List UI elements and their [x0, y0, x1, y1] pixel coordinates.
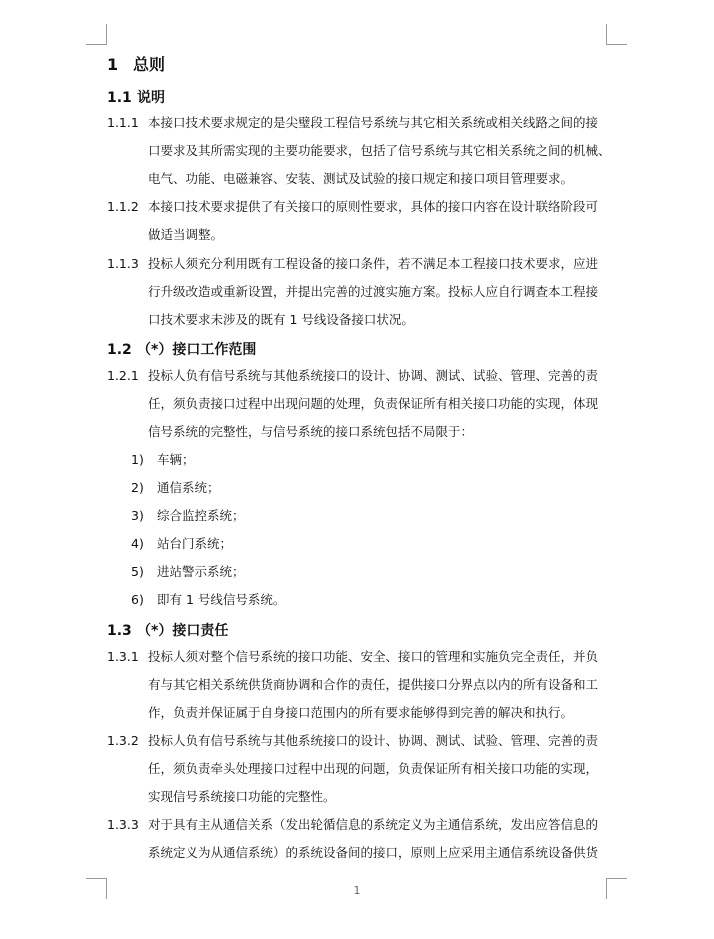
clause-number: 1.1.3: [107, 256, 139, 271]
list-item-text: 即有 1 号线信号系统。: [157, 592, 286, 607]
clause-number: 1.1.1: [107, 115, 139, 130]
clause-1-3-2: [107, 727, 607, 811]
clause-line: 任，须负责接口过程中出现问题的处理，负责保证所有相关接口功能的实现，体现: [148, 396, 599, 411]
clause-line: 电气、功能、电磁兼容、安装、测试及试验的接口规定和接口项目管理要求。: [148, 171, 574, 186]
page-number: 1: [353, 884, 361, 897]
clause-line: 本接口技术要求提供了有关接口的原则性要求，具体的接口内容在设计联络阶段可: [148, 199, 599, 214]
clause-1-3-1: [107, 643, 607, 727]
clause-line: 对于具有主从通信关系（发出轮循信息的系统定义为主通信系统，发出应答信息的: [148, 817, 599, 832]
clause-1-1-3: [107, 250, 607, 334]
clause-line: 系统定义为从通信系统）的系统设备间的接口，原则上应采用主通信系统设备供货: [148, 845, 599, 860]
section-title: （*）接口工作范围: [137, 342, 257, 358]
list-item: [131, 474, 285, 502]
clause-1-1-1: [107, 109, 611, 193]
clause-number: 1.3.3: [107, 817, 139, 832]
clause-line: 口技术要求未涉及的既有 1 号线设备接口状况。: [148, 312, 414, 327]
list-item-number: 1): [131, 452, 144, 467]
clause-line: 投标人负有信号系统与其他系统接口的设计、协调、测试、试验、管理、完善的责: [148, 733, 599, 748]
section-title: （*）接口责任: [137, 623, 229, 639]
list-item-number: 6): [131, 592, 144, 607]
clause-line: 实现信号系统接口功能的完整性。: [148, 789, 336, 804]
crop-mark-top-right: [606, 24, 627, 45]
clause-line: 本接口技术要求规定的是尖璧段工程信号系统与其它相关系统或相关线路之间的接: [148, 115, 599, 130]
list-item-text: 车辆；: [157, 452, 195, 467]
section-number: 1.3: [107, 623, 132, 639]
clause-number: 1.2.1: [107, 368, 139, 383]
section-title: 说明: [137, 90, 165, 106]
clause-1-1-2: [107, 193, 607, 249]
list-item-number: 4): [131, 536, 144, 551]
crop-mark-top-left: [86, 24, 107, 45]
list-item: [131, 558, 285, 586]
clause-line: 口要求及其所需实现的主要功能要求，包括了信号系统与其它相关系统之间的机械、: [148, 143, 611, 158]
clause-1-2-1: [107, 362, 607, 446]
section-1-3-heading: [107, 620, 228, 640]
list-item: [131, 446, 285, 474]
heading-1-title: 总则: [133, 55, 166, 74]
list-item: [131, 502, 285, 530]
section-number: 1.1: [107, 90, 132, 106]
list-item-number: 5): [131, 564, 144, 579]
section-1-1-heading: [107, 87, 165, 107]
list-item-text: 综合监控系统；: [157, 508, 245, 523]
list-item-number: 2): [131, 480, 144, 495]
clause-line: 作，负责并保证属于自身接口范围内的所有要求能够得到完善的解决和执行。: [148, 705, 574, 720]
list-item-number: 3): [131, 508, 144, 523]
clause-line: 投标人须对整个信号系统的接口功能、安全、接口的管理和实施负完全责任，并负: [148, 649, 599, 664]
heading-1-number: 1: [107, 55, 119, 74]
list-item-text: 站台门系统；: [157, 536, 233, 551]
list-item-text: 进站警示系统；: [157, 564, 245, 579]
section-1-2-heading: [107, 339, 256, 359]
clause-line: 投标人须充分利用既有工程设备的接口条件，若不满足本工程接口技术要求，应进: [148, 256, 599, 271]
clause-line: 任，须负责牵头处理接口过程中出现的问题，负责保证所有相关接口功能的实现，: [148, 761, 599, 776]
clause-number: 1.3.2: [107, 733, 139, 748]
clause-line: 信号系统的完整性，与信号系统的接口系统包括不局限于：: [148, 424, 474, 439]
list-item: [131, 530, 285, 558]
clause-line: 有与其它相关系统供货商协调和合作的责任，提供接口分界点以内的所有设备和工: [148, 677, 599, 692]
list-item-text: 通信系统；: [157, 480, 220, 495]
heading-1: [107, 52, 165, 75]
clause-1-3-3: [107, 811, 607, 867]
section-number: 1.2: [107, 342, 132, 358]
clause-line: 投标人负有信号系统与其他系统接口的设计、协调、测试、试验、管理、完善的责: [148, 368, 599, 383]
clause-line: 行升级改造或重新设置，并提出完善的过渡实施方案。投标人应自行调查本工程接: [148, 284, 599, 299]
clause-number: 1.1.2: [107, 199, 139, 214]
clause-line: 做适当调整。: [148, 227, 224, 242]
interface-system-list: [131, 446, 285, 614]
list-item: [131, 586, 285, 614]
clause-number: 1.3.1: [107, 649, 139, 664]
